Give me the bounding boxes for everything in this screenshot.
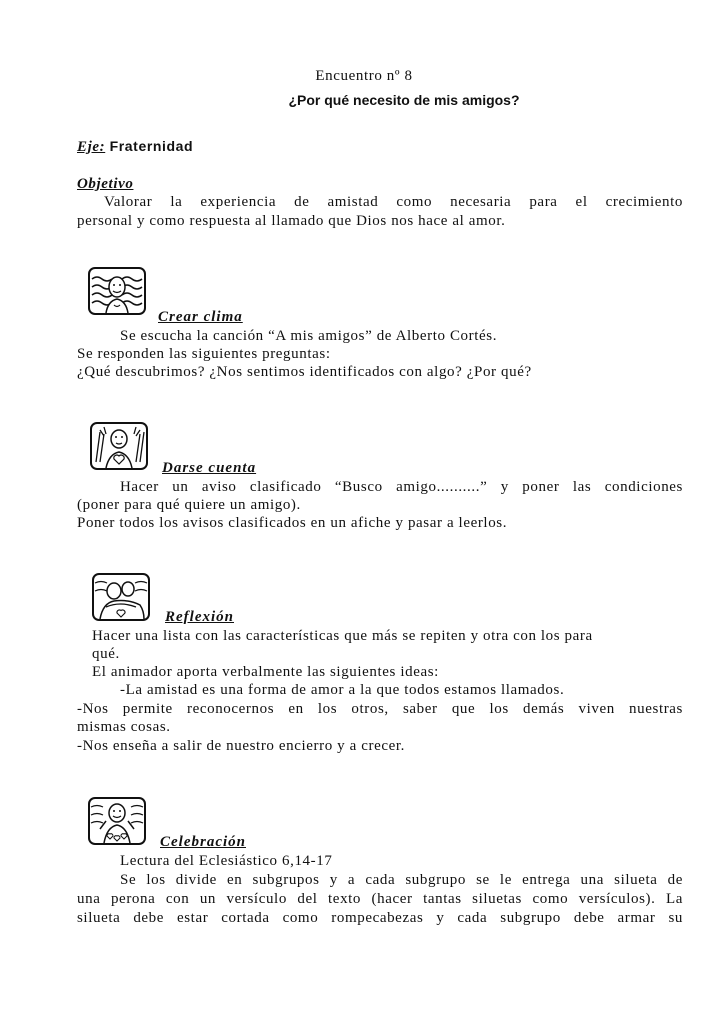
section-4-line-1: Lectura del Eclesiástico 6,14-17 <box>120 853 333 869</box>
objetivo-line-1: Valorar la experiencia de amistad como necesaria para el crecimiento <box>104 194 683 210</box>
section-title-crear-clima: Crear clima <box>158 309 243 325</box>
section-4-line-2: Se los divide en subgrupos y a cada subgrupo se le entrega una silueta de <box>120 872 683 888</box>
section-1-line-1: Se escucha la canción “A mis amigos” de Alberto Cortés. <box>120 328 498 344</box>
objetivo-label: Objetivo <box>77 176 134 192</box>
celebration-heart-icon <box>88 797 146 845</box>
hands-heart-icon <box>90 422 148 470</box>
section-4-line-4: silueta debe estar cortada como rompecabezas y cada subgrupo debe armar su <box>77 910 683 926</box>
section-4-line-3: una perona con un versículo del texto (hacer tantas siluetas como versículos). La <box>77 891 683 907</box>
section-3-line-1: Hacer una lista con las características que más se repiten y otra con los para <box>92 628 593 644</box>
hug-icon <box>92 573 150 621</box>
eje-value: Fraternidad <box>109 138 194 154</box>
section-title-celebracion: Celebración <box>160 834 246 850</box>
section-title-reflexion: Reflexión <box>165 609 234 625</box>
section-3-line-2: qué. <box>92 646 120 662</box>
eje-row <box>77 138 193 156</box>
section-3-line-4: -La amistad es una forma de amor a la que todos estamos llamados. <box>120 682 565 698</box>
section-1-line-3: ¿Qué descubrimos? ¿Nos sentimos identificados con algo? ¿Por qué? <box>77 364 532 380</box>
section-title-darse-cuenta: Darse cuenta <box>162 460 257 476</box>
section-2-line-1: Hacer un aviso clasificado “Busco amigo..........” y poner las condiciones <box>120 479 683 495</box>
objetivo-line-2: personal y como respuesta al llamado que Dios nos hace al amor. <box>77 213 506 229</box>
section-1-line-2: Se responden las siguientes preguntas: <box>77 346 331 362</box>
section-2-line-3: Poner todos los avisos clasificados en un afiche y pasar a leerlos. <box>77 515 508 531</box>
face-waves-icon <box>88 267 146 315</box>
section-2-line-2: (poner para qué quiere un amigo). <box>77 497 301 513</box>
section-3-line-7: -Nos enseña a salir de nuestro encierro y a crecer. <box>77 738 405 754</box>
eje-label: Eje: <box>77 139 106 155</box>
section-3-line-6: mismas cosas. <box>77 719 171 735</box>
encounter-number: Encuentro nº 8 <box>315 68 413 84</box>
section-3-line-5: -Nos permite reconocernos en los otros, saber que los demás viven nuestras <box>77 701 683 717</box>
section-3-line-3: El animador aporta verbalmente las siguientes ideas: <box>92 664 439 680</box>
page-title: ¿Por qué necesito de mis amigos? <box>288 92 520 108</box>
